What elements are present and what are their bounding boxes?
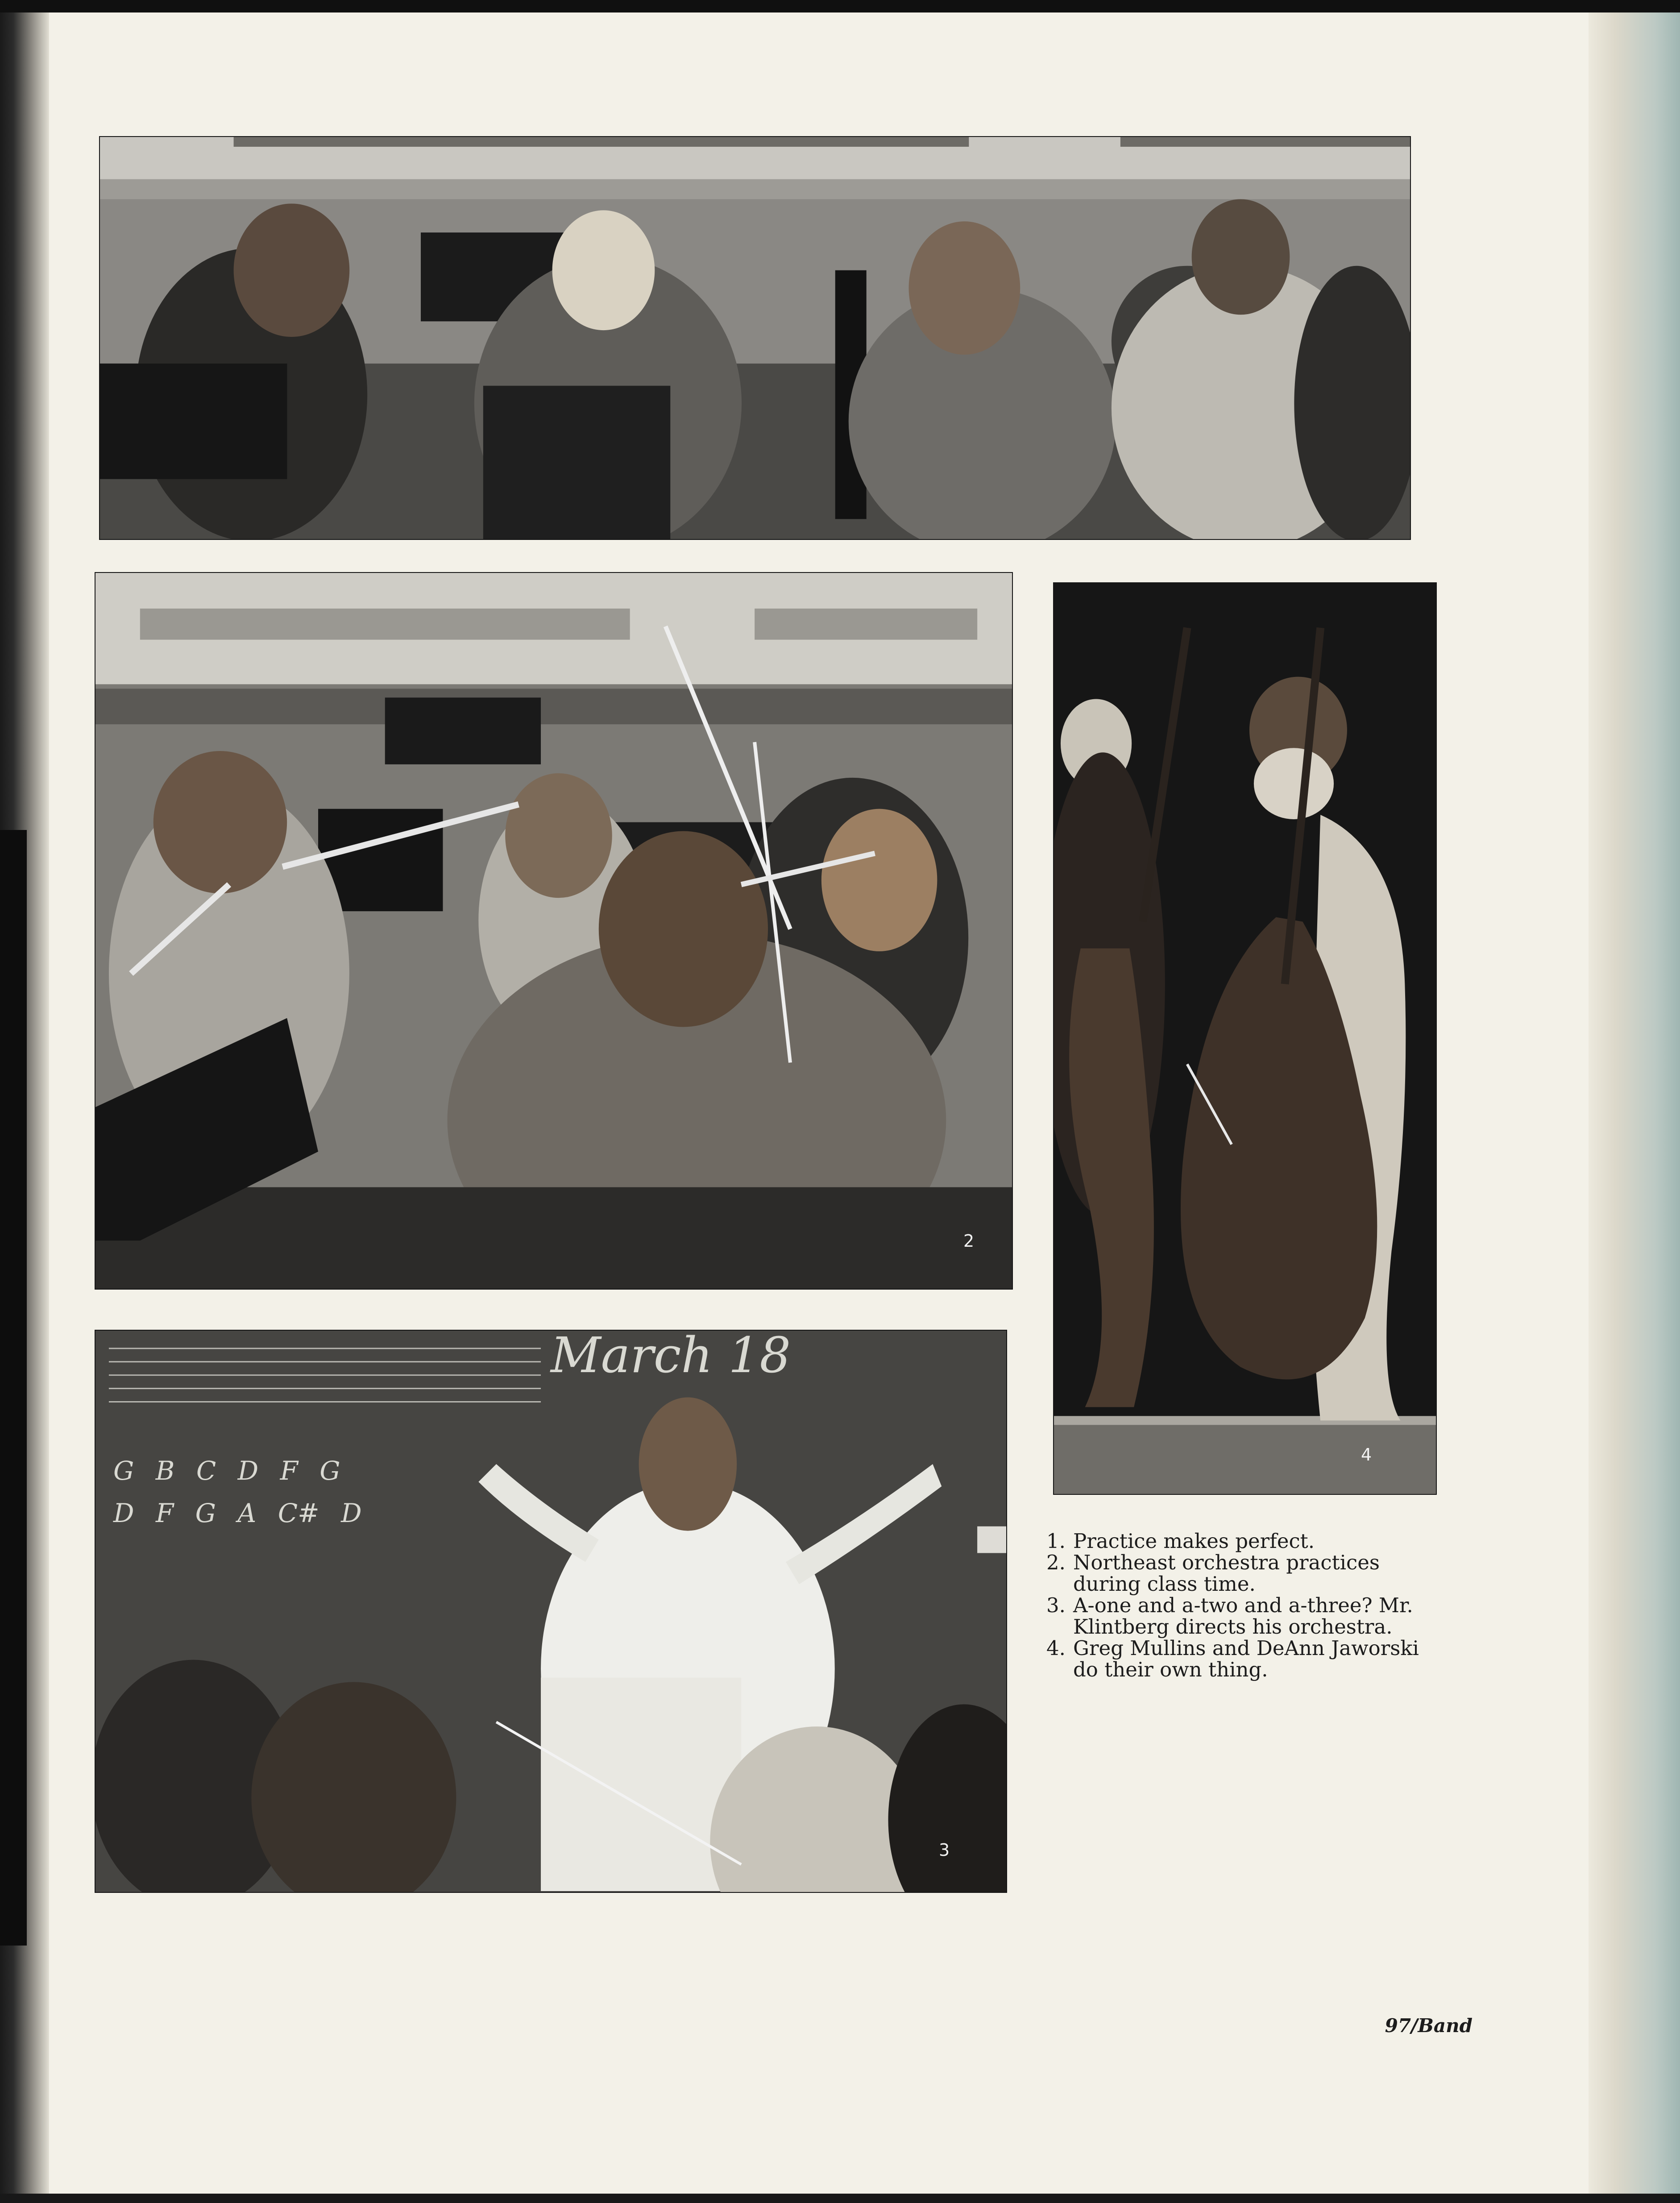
caption-4-number: 4. (1046, 1636, 1066, 1660)
caption-4 (1046, 1638, 1439, 1680)
photo-3-image (95, 1331, 1006, 1892)
caption-2-number: 2. (1046, 1551, 1066, 1574)
page-edge (1589, 12, 1680, 2194)
binding-shadow (0, 830, 27, 1946)
caption-1-number: 1. (1046, 1529, 1066, 1553)
caption-2-text: Northeast orchestra practices during class time. (1073, 1551, 1380, 1596)
photo-2-image (95, 573, 1012, 1289)
caption-1 (1046, 1531, 1439, 1552)
photo-captions (1046, 1531, 1439, 1680)
photo-4-image (1054, 583, 1436, 1494)
photo-2-orchestra-class (95, 572, 1013, 1290)
caption-3-text: A-one and a-two and a-three? Mr. Klintberg directs his orchestra. (1073, 1593, 1413, 1639)
page-folio: 97/Band (1385, 2015, 1473, 2037)
caption-4-text: Greg Mullins and DeAnn Jaworski do their own thing. (1073, 1636, 1419, 1681)
photo-2-number: 2 (963, 1231, 975, 1251)
caption-3-number: 3. (1046, 1593, 1066, 1617)
photo-4-bass-players (1053, 582, 1437, 1495)
caption-3 (1046, 1595, 1439, 1638)
photo-1-image (100, 137, 1410, 539)
chalkboard-line-1: G B C D F G (113, 1456, 340, 1486)
scan-border-bottom (0, 2194, 1680, 2203)
photo-1-band-practice (99, 136, 1411, 540)
photo-3-number: 3 (939, 1840, 950, 1860)
caption-1-text: Practice makes perfect. (1073, 1529, 1315, 1553)
caption-2 (1046, 1552, 1439, 1595)
photo-3-director (95, 1330, 1007, 1893)
chalkboard-line-2: D F G A C# D (113, 1498, 362, 1528)
scan-border-top (0, 0, 1680, 12)
chalkboard-heading: March 18 (551, 1330, 791, 1384)
photo-4-number: 4 (1361, 1445, 1372, 1465)
